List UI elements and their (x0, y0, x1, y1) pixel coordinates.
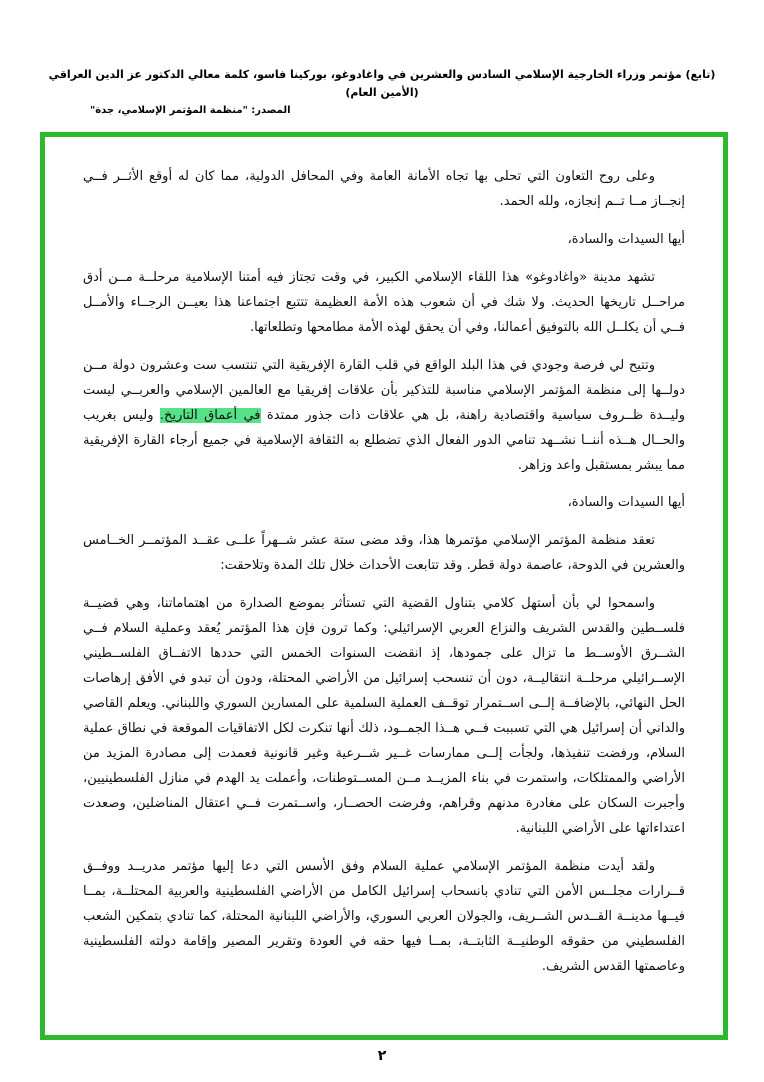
salutation-line: أيها السيدات والسادة، (567, 231, 685, 247)
body-paragraph: تعقد منظمة المؤتمر الإسلامي مؤتمرها هذا، وقد مضى ستة عشر شــهراً علــى عقــد المؤتمــر الخــامس والعشرين في الدوحة، عاصمة دولة قطر. وقد تتابعت الأحداث خلال تلك المدة وتلاحقت: (83, 533, 685, 574)
header-title: (تابع) مؤتمر وزراء الخارجية الإسلامي السادس والعشرين في واغادوغو، بوركينا فاسو، كلمة معالي الدكتور عز الدين العراقي (الأمين العام) (48, 68, 716, 99)
body-paragraph: واسمحوا لي بأن أستهل كلامي بتناول القضية التي تستأثر بموضع الصدارة من اهتماماتنا، وهي قضيــة فلســطين والقدس الشريف والنزاع العربي الإسرائيلي: وكما ترون فإن هذا المؤتمر يُعقد وعملية السلام فــي الشــرق الأوســط ما تزال على جمودها، إذ انقضت السنوات الخمس التي حددها الاتفــاق الفلســطيني الإســرائيلي مرحلــة انتقاليــة، دون أن تنسحب إسرائيل من الأراضي المحتلة، ودون أن تبدو في الأفق إرهاصات الحل النهائي، بالإضافــة إلــى اســتمرار توقــف العملية السلمية على المسارين السوري واللبناني. ويعلم القاصي والداني أن إسرائيل هي التي تسببت فــي هــذا الجمــود، ذلك أنها تنكرت لكل الاتفاقيات الموقعة في نطاق عملية السلام، ورفضت تنفيذها، ولجأت إلــى ممارسات غــير شــرعية وغير قانونية فعمدت إلى مصادرة المزيد من الأراضي والممتلكات، واستمرت في بناء المزيــد مــن المســتوطنات، وأعملت يد الهدم في منازل الفلسطينيين، وأجبرت السكان على مغادرة مدنهم وقراهم، وفرضت الحصــار، واســتمرت فــي اعتقال المناضلين، وصعدت اعتداءاتها على الأراضي اللبنانية. (83, 596, 685, 836)
document-header (38, 66, 726, 119)
body-paragraph: وتتيح لي فرصة وجودي في هذا البلد الواقع في قلب القارة الإفريقية التي تنتسب ست وعشرون دولة مــن دولــها إلى منظمة المؤتمر الإسلامي مناسبة للتذكير بأن علاقات إفريقيا مع العالمين الإسلامي والعربــي ليست وليــدة ظــروف سياسية واقتصادية راهنة، بل هي علاقات ذات جذور ممتدة في أعماق التاريخ. وليس بغريب والحــال هــذه أننــا نشــهد تنامي الدور الفعال الذي تضطلع به الثقافة الإسلامية في جميع أرجاء القارة الإفريقية مما يبشر بمستقبل واعد وزاهر. (83, 357, 686, 473)
highlighted-text: في أعماق التاريخ. (159, 407, 261, 423)
page-number: ٢ (377, 1048, 387, 1064)
document-body (83, 165, 685, 980)
green-border-frame (40, 132, 728, 1040)
header-source: المصدر: "منظمة المؤتمر الإسلامي، جدة" (90, 105, 291, 117)
body-paragraph: وعلى روح التعاون التي تحلى بها تجاه الأمانة العامة وفي المحافل الدولية، مما كان له أوقع الأثــر فــي إنجــاز مــا تــم إنجازه، ولله الحمد. (83, 169, 685, 209)
body-paragraph: تشهد مدينة «واغادوغو» هذا اللقاء الإسلامي الكبير، في وقت تجتاز فيه أمتنا الإسلامية مرحلــة مــن أدق مراحــل تاريخها الحديث. ولا شك في أن شعوب هذه الأمة العظيمة تتتبع اجتماعنا هذا بعيــن الرجــاء والأمــل فــي أن يكلــل الله بالتوفيق أعمالنا، وفي أن يحقق لهذه الأمة مطامحها وتطلعاتها. (83, 269, 685, 335)
salutation-line: أيها السيدات والسادة، (567, 495, 685, 511)
body-paragraph: ولقد أيدت منظمة المؤتمر الإسلامي عملية السلام وفق الأسس التي دعا إليها مؤتمر مدريــد ووفــق قــرارات مجلــس الأمن التي تنادي بانسحاب إسرائيل الكامل من الأراضي الفلسطينية والعربية المحتلــة، بمــا فيــها مدينــة القــدس الشــريف، والجولان العربي السوري، والأراضي اللبنانية المحتلة، كما تنادي بتمكين الشعب الفلسطيني من حقوقه الوطنيــة الثابتــة، بمــا فيها حقه في العودة وتقرير المصير وإقامة دولته الفلسطينية وعاصمتها القدس الشريف. (83, 858, 685, 974)
